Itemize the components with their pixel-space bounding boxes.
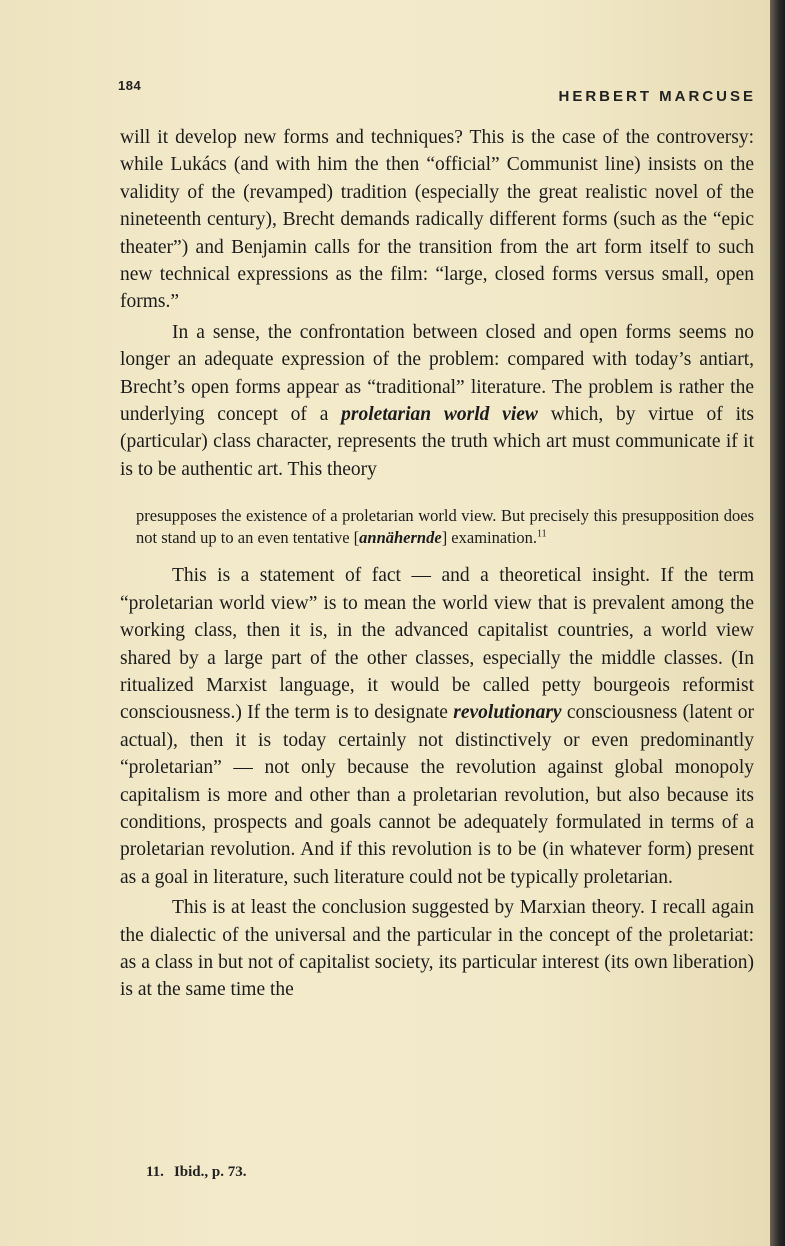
block-quote-italic: annähernde [359, 528, 442, 548]
paragraph-3-text-b: consciousness (latent or actual), then it is today certainly not distinctively or even predominantly “proletarian” — not only because the revolution against global monopoly capitalism is more and other than a proletarian revolution, but also because its conditions, prospects and goals cannot be adequately formulated in terms of a proletarian revolution. And if this revolution is to be (in whatever form) present as a goal in literature, such literature could not be typically proletarian. [120, 702, 754, 888]
paragraph-3 [120, 562, 754, 891]
body-text [120, 124, 754, 1004]
footnote-number: 11. [146, 1164, 164, 1180]
running-head: HERBERT MARCUSE [558, 88, 756, 105]
book-spine-edge [770, 0, 785, 1246]
paragraph-2-italic: proletarian world view [341, 404, 538, 426]
paragraph-1: will it develop new forms and techniques? This is the case of the controversy: while Lukács (and with him the then “official” Communist line) insists on the validity of the (revamped) tradition (especially the great realistic novel of the nineteenth century), Brecht demands radically different forms (such as the “epic theater”) and Benjamin calls for the transition from the art form itself to such new technical expressions as the film: “large, closed forms versus small, open forms.” [120, 127, 754, 313]
paragraph-2-text-b: which, by virtue of its (particular) class character, represents the truth which art must communicate if it is to be authentic art. This theory [120, 404, 755, 480]
paragraph-2-text-a: In a sense, the confrontation between closed and open forms seems no longer an adequate expression of the problem: compared with today’s antiart, Brecht’s open forms appear as “traditional” literature. The problem is rather the underlying concept of a [120, 321, 754, 426]
paragraph-3-italic: revolutionary [453, 702, 562, 724]
footnote [146, 1164, 246, 1181]
footnote-text: Ibid., p. 73. [173, 1164, 247, 1180]
paragraph-4: This is at least the conclusion suggested by Marxian theory. I recall again the dialectic of the universal and the particular in the concept of the proletariat: as a class in but not of capitalist society, its particular interest (its own liberation) is at the same time the [120, 897, 754, 1001]
block-quote-text-b: ] examination. [441, 528, 537, 548]
paragraph-2 [120, 319, 754, 483]
footnote-reference[interactable]: 11 [537, 528, 547, 540]
page-number: 184 [118, 78, 142, 93]
paragraph-3-text-a: This is a statement of fact — and a theoretical insight. If the term “proletarian world view” is to mean the world view that is prevalent among the working class, then it is, in the advanced capitalist countries, a world view shared by a large part of the other classes, especially the middle classes. (In ritualized Marxist language, it would be called petty bourgeois reformist consciousness.) If the term is to designate [120, 565, 754, 724]
block-quote [136, 505, 754, 549]
block-quote-text-a: presupposes the existence of a proletarian world view. But precisely this presupposition does not stand up to an even tentative [ [136, 506, 754, 548]
